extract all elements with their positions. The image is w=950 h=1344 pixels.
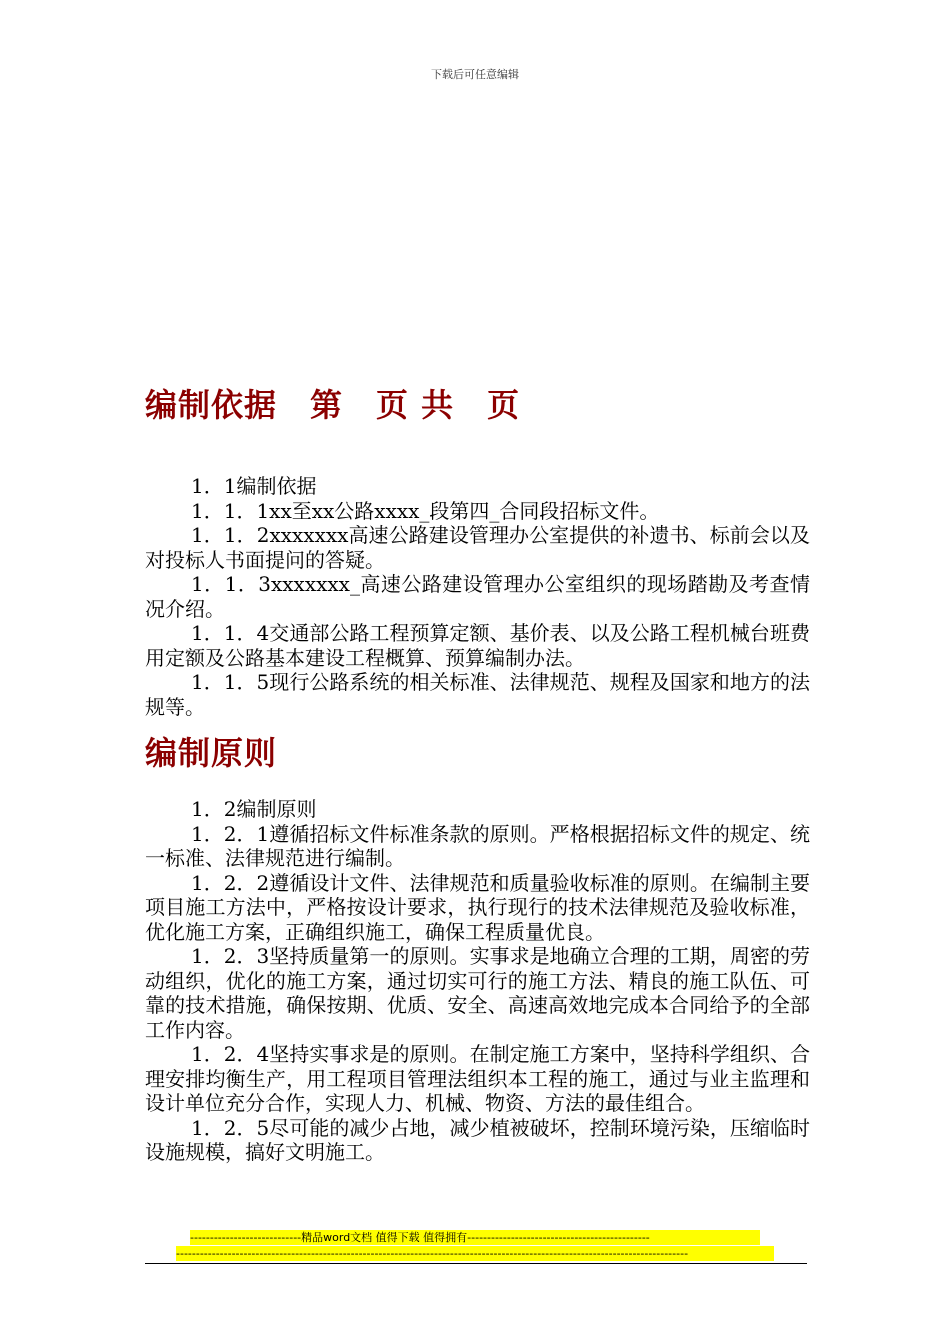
footer-banner: ----------------------------精品word文档 值得下载 值得拥有---------------------------------------------- [190, 1230, 760, 1245]
paragraph: 1．2编制原则 [191, 797, 317, 821]
page-header: 下载后可任意编辑 [431, 68, 519, 81]
footer-rule [145, 1263, 807, 1264]
paragraph: 1．2．2遵循设计文件、法律规范和质量验收标准的原则。在编制主要项目施工方法中，严格按设计要求，执行现行的技术法律规范及验收标准，优化施工方案，正确组织施工，确保工程质量优良。 [145, 870, 810, 944]
paragraph: 1．2．3坚持质量第一的原则。实事求是地确立合理的工期，周密的劳动组织，优化的施工方案，通过切实可行的施工方法、精良的施工队伍、可靠的技术措施，确保按期、优质、安全、高速高效地完成本合同给予的全部工作内容。 [145, 944, 810, 1042]
paragraph: 1．1．5现行公路系统的相关标准、法律规范、规程及国家和地方的法规等。 [145, 670, 810, 719]
footer-dash-line: --------------------------------------------------------------------------------------------------------------------------------- [176, 1246, 774, 1261]
section-heading-principles: 编制原则 [145, 734, 278, 772]
paragraph: 1．1编制依据 [191, 474, 317, 498]
paragraph: 1．1．3xxxxxxx_高速公路建设管理办公室组织的现场踏勘及考查情况介绍。 [145, 572, 810, 621]
paragraph: 1．2．1遵循招标文件标准条款的原则。严格根据招标文件的规定、统一标准、法律规范进行编制。 [145, 821, 810, 870]
paragraph: 1．1．4交通部公路工程预算定额、基价表、以及公路工程机械台班费用定额及公路基本建设工程概算、预算编制办法。 [145, 621, 810, 670]
principles-body [145, 797, 810, 1165]
paragraph: 1．2．4坚持实事求是的原则。在制定施工方案中，坚持科学组织、合理安排均衡生产，用工程项目管理法组织本工程的施工，通过与业主监理和设计单位充分合作，实现人力、机械、物资、方法的最佳组合。 [145, 1042, 810, 1115]
section-heading-basis: 编制依据 第 页 共 页 [145, 386, 521, 424]
paragraph: 1．1．1xx至xx公路xxxx_段第四_合同段招标文件。 [191, 498, 660, 523]
basis-body [145, 474, 810, 719]
paragraph: 1．2．5尽可能的减少占地，减少植被破坏，控制环境污染，压缩临时设施规模，搞好文明施工。 [145, 1115, 810, 1164]
paragraph: 1．1．2xxxxxxx高速公路建设管理办公室提供的补遗书、标前会以及对投标人书面提问的答疑。 [145, 523, 810, 572]
